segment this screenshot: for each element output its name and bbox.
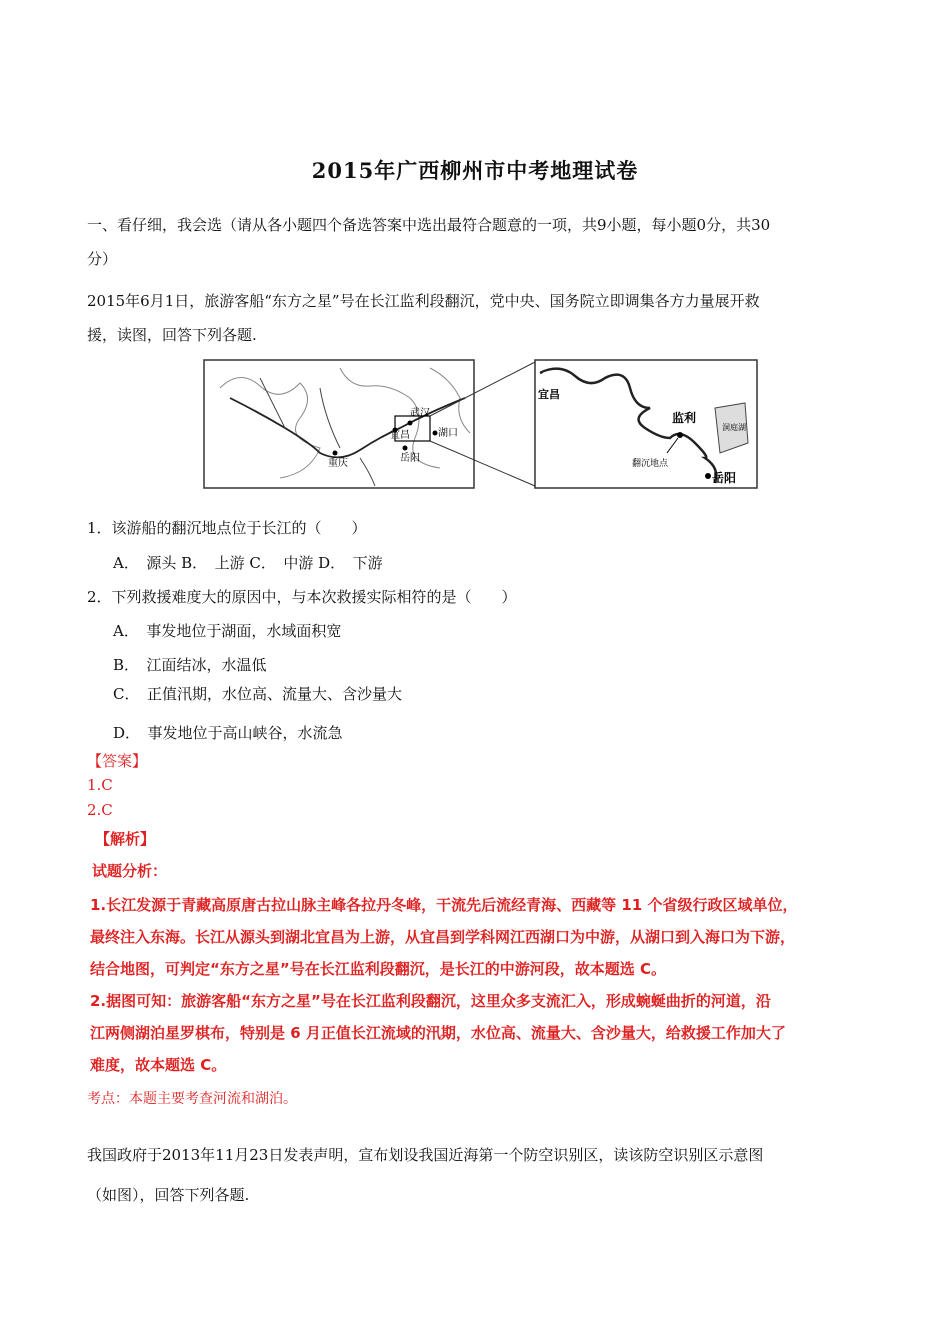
intro-2-line-1: 我国政府于2013年11月23日发表声明，宣布划设我国近海第一个防空识别区，读该防空识别区示意图 (87, 1146, 764, 1164)
intro-2-line-2: （如图），回答下列各题. (87, 1186, 250, 1204)
label-jianli: 监利 (672, 411, 697, 425)
label-sinking-site: 翻沉地点 (632, 459, 669, 469)
label-dongting: 洞庭湖 (722, 423, 746, 432)
city-marker (333, 451, 338, 456)
city-marker (408, 421, 413, 426)
intro-line-2: 援，读图，回答下列各题. (87, 326, 257, 344)
label-chongqing: 重庆 (328, 458, 348, 469)
kaodian-note: 考点：本题主要考查河流和湖泊。 (87, 1091, 297, 1107)
question-2-option-b: B． 江面结冰，水温低 (113, 656, 267, 674)
answer-label: 【答案】 (87, 752, 148, 770)
answer-2: 2.C (87, 801, 113, 819)
analysis-label: 【解析】 (95, 830, 156, 848)
page-title: 2015年广西柳州市中考地理试卷 (311, 158, 639, 183)
explanation-1-line-2: 最终注入东海。长江从源头到湖北宜昌为上游，从宜昌到学科网江西湖口为中游，从湖口到入海口为下游， (90, 928, 796, 946)
intro-line-1: 2015年6月1日，旅游客船“东方之星”号在长江监利段翻沉，党中央、国务院立即调集各方力量展开救 (87, 292, 760, 310)
section-heading: 一、看仔细，我会选（请从各小题四个备选答案中选出最符合题意的一项，共9小题，每小题0分，共30 (87, 216, 771, 234)
explanation-2-line-3: 难度，故本题选 C。 (90, 1056, 227, 1074)
explanation-1-line-1: 1.长江发源于青藏高原唐古拉山脉主峰各拉丹冬峰，干流先后流经青海、西藏等 11 个省级行政区域单位， (90, 896, 798, 914)
label-yichang-right: 宜昌 (538, 388, 560, 401)
city-marker (433, 431, 438, 436)
yangtze-map-figure (200, 358, 760, 493)
question-2-option-c: C． 正值汛期，水位高、流量大、含沙量大 (113, 685, 402, 703)
question-2-option-a: A． 事发地位于湖面，水域面积宽 (113, 622, 342, 640)
label-yueyang: 岳阳 (400, 453, 420, 464)
answer-1: 1.C (87, 776, 113, 794)
question-2-option-d: D． 事发地位于高山峡谷，水流急 (113, 724, 343, 742)
label-yichang: 宜昌 (390, 430, 410, 441)
explanation-1-line-3: 结合地图，可判定“东方之星”号在长江监利段翻沉，是长江的中游河段，故本题选 C。 (90, 960, 666, 978)
question-1-options: A． 源头 B． 上游 C． 中游 D． 下游 (113, 554, 383, 572)
section-heading-cont: 分） (87, 250, 118, 268)
explanation-2-line-1: 2.据图可知：旅游客船“东方之星”号在长江监利段翻沉，这里众多支流汇入，形成蜿蜒曲折的河道，沿 (90, 992, 771, 1010)
label-wuhan: 武汉 (410, 408, 430, 419)
label-yueyang-right: 岳阳 (712, 471, 737, 485)
question-1: 1．该游船的翻沉地点位于长江的（ ） (87, 519, 367, 537)
explanation-2-line-2: 江两侧湖泊星罗棋布，特别是 6 月正值长江流域的汛期，水位高、流量大、含沙量大，给救援工作加大了 (90, 1024, 786, 1042)
label-hukou: 湖口 (438, 428, 458, 439)
question-2: 2．下列救援难度大的原因中，与本次救援实际相符的是（ ） (87, 588, 517, 606)
analysis-subheading: 试题分析： (92, 862, 168, 880)
yueyang-marker (705, 473, 711, 479)
city-marker (403, 446, 408, 451)
jianli-marker (677, 432, 683, 438)
